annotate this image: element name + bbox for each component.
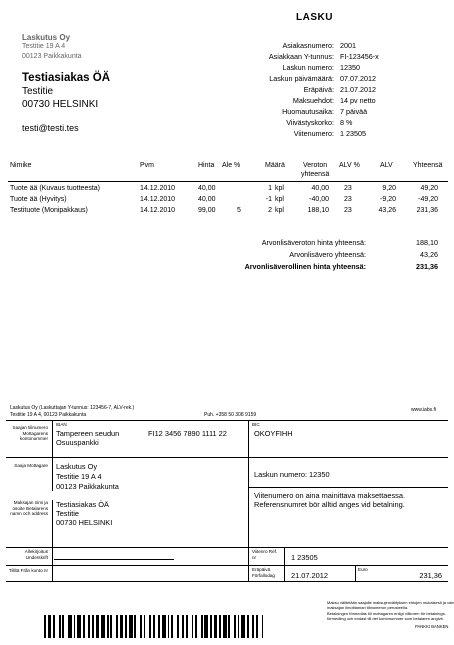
total-gross-value: 231,36 [416,262,438,271]
info-row [0,74,454,84]
row-vat-pct: 23 [344,196,352,203]
row-total: 231,36 [416,207,438,214]
giro-line [248,487,448,488]
giro-slip [6,420,448,582]
giro-line [6,581,448,582]
bank-name: Tampereen seudun [56,429,120,438]
row-total: 49,20 [420,185,438,192]
info-value: 14 pv netto [340,96,376,105]
row-net: -40,00 [309,196,329,203]
info-value: 8 % [340,118,353,127]
row-name: Testituote (Monipakkaus) [10,207,88,214]
header-vat: ALV [380,162,393,169]
footer-phone: Puh. +358 50 308 9159 [204,412,257,418]
sender-city: 00123 Paikkakunta [22,53,82,60]
ref-note-sv: Referensnumret bör alltid anges vid betalning. [254,500,405,509]
signature-line [54,559,174,560]
info-value: 07.07.2012 [340,74,376,83]
payee-name: Laskutus Oy [56,462,98,471]
total-gross-row [0,262,454,273]
info-row [0,41,454,51]
label-payer: Maksajan nimi ja osoite Betalarens namn och address [10,500,48,517]
table-row [0,196,454,206]
row-net: 188,10 [307,207,329,214]
barcode-stripe [263,615,265,638]
giro-line [284,547,285,582]
label-payee: Saaja Mottagare [14,463,48,468]
row-net: 40,00 [311,185,329,192]
row-price: 40,00 [198,185,216,192]
header-total: Yhteensä [413,162,443,169]
info-value: 1 23505 [340,129,366,138]
total-net-label: Arvonlisäveroton hinta yhteensä: [261,238,366,247]
header-name: Nimike [10,162,32,169]
info-label: Maksuehdot: [292,96,334,105]
payee-city: 00123 Paikkakunta [56,482,119,491]
row-unit: kpl [275,185,284,192]
info-row [0,63,454,73]
row-name: Tuote ää (Kuvaus tuotteesta) [10,185,101,192]
row-unit: kpl [275,196,284,203]
header-net: Veroton [303,162,328,169]
bank-name-2: Osuuspankki [56,438,99,447]
row-date: 14.12.2010 [140,185,176,192]
barcode [44,615,266,638]
giro-line [6,420,448,421]
info-label: Laskun numero: [282,63,334,72]
header-discount: Ale % [222,162,241,169]
row-vat-pct: 23 [344,185,352,192]
label-from-account: Tililtä Från konto nr [8,568,48,573]
row-qty: 1 [268,185,272,192]
giro-line [248,547,448,548]
payer-city: 00730 HELSINKI [56,518,113,527]
ref-note-fi: Viitenumero on aina mainittava maksettaessa. [254,491,406,500]
total-vat-label: Arvonlisävero yhteensä: [289,250,366,259]
info-label: Viitenumero: [293,129,334,138]
row-price: 99,00 [198,207,216,214]
giro-line [52,420,53,491]
header-divider [8,181,448,182]
recipient-name: Testiasiakas ÖÄ [22,72,111,84]
total-net-row [0,238,454,249]
info-label: Viivästyskorko: [286,118,334,127]
row-date: 14.12.2010 [140,207,176,214]
payer-street: Testitie [56,509,80,518]
terms-line-1: Maksu välitetään saajalle maksujenvälityksen ehtojen mukaisesti ja vain [327,600,454,605]
giro-line [52,500,53,582]
header-date: Pvm [140,162,154,169]
info-value: 12350 [340,63,360,72]
recipient-city: 00730 HELSINKI [22,99,99,110]
bank-footer: PANKKI BANKEN [415,624,449,629]
info-row [0,107,454,117]
payee-street: Testitie 19 A 4 [56,472,102,481]
iban-value: FI12 3456 7890 1111 22 [148,429,227,438]
header-price: Hinta [198,162,215,169]
amount: 231,36 [419,571,442,580]
row-qty: 2 [268,207,272,214]
sender-name: Laskutus Oy [22,33,71,42]
info-row [0,96,454,106]
total-vat-value: 43,26 [420,250,438,259]
recipient-email: testi@testi.tes [22,123,79,133]
row-vat: 9,20 [382,185,396,192]
label-iban: IBAN [56,422,67,427]
row-price: 40,00 [198,196,216,203]
row-discount: 5 [237,207,241,214]
giro-line [248,420,249,582]
footer-company: Laskutus Oy (Laskuttajan Y-tunnus: 123456-7, ALV-rek.) [10,405,135,411]
giro-line [6,547,248,548]
info-row [0,118,454,128]
label-euro: Euro [358,567,368,572]
info-value: 2001 [340,41,356,50]
info-label: Eräpäivä: [303,85,334,94]
label-payee-account: Saajan tilinumero Mottagarens kontonummer [12,425,48,442]
label-signature: Allekirjoitus Underskrift [24,549,48,560]
recipient-street: Testitie [22,86,54,97]
info-label: Asiakkaan Y-tunnus: [268,52,334,61]
header-net-2: yhteensä [301,171,330,178]
info-label: Huomautusaika: [282,107,334,116]
row-date: 14.12.2010 [140,196,176,203]
bic-value: OKOYFIHH [254,429,293,438]
row-name: Tuote ää (Hyvitys) [10,196,67,203]
table-row [0,207,454,217]
total-gross-label: Arvonlisäverollinen hinta yhteensä: [244,262,366,271]
info-value: FI-123456-x [340,52,379,61]
payer-name: Testiasiakas ÖÄ [56,500,109,509]
row-total: -49,20 [418,196,438,203]
terms-line-3: Betalningen förmedlas till mottagaren enligt villkoren för betalnings- [327,611,446,616]
info-row [0,52,454,62]
row-vat: 43,26 [378,207,396,214]
ref-number: 1 23505 [291,553,318,562]
row-qty: -1 [265,196,272,203]
giro-line [6,565,448,566]
info-row [0,129,454,139]
sender-street: Testitie 19 A 4 [22,43,66,50]
footer-web: www.iabs.fi [411,407,437,413]
giro-line [355,565,356,582]
terms-line-4: förmedling och endast till det kontonummer som betalaren angivit. [327,616,444,621]
footer-address: Testitie 19 A 4, 00123 Paikkakunta [10,412,87,418]
row-vat-pct: 23 [344,207,352,214]
header-vat-pct: ALV % [339,162,360,169]
giro-line [6,457,448,458]
invoice-number-text: Laskun numero: 12350 [254,470,330,479]
table-row [0,185,454,195]
row-unit: kpl [275,207,284,214]
label-bic: BIC [252,422,260,427]
label-due: Eräpäivä Förfallodag [252,567,275,578]
terms-line-2: maksajan ilmoittaman tilinumeron perusteella. [327,605,409,610]
info-value: 21.07.2012 [340,85,376,94]
info-row [0,85,454,95]
info-label: Laskun päivämäärä: [269,74,334,83]
info-label: Asiakasnumero: [282,41,334,50]
label-ref: Viitenro Ref. nr [252,549,278,560]
info-value: 7 päivää [340,107,368,116]
header-qty: Määrä [265,162,285,169]
document-title: LASKU [296,12,333,23]
due-date: 21.07.2012 [291,571,328,580]
row-vat: -9,20 [380,196,396,203]
total-vat-row [0,250,454,261]
total-net-value: 188,10 [416,238,438,247]
